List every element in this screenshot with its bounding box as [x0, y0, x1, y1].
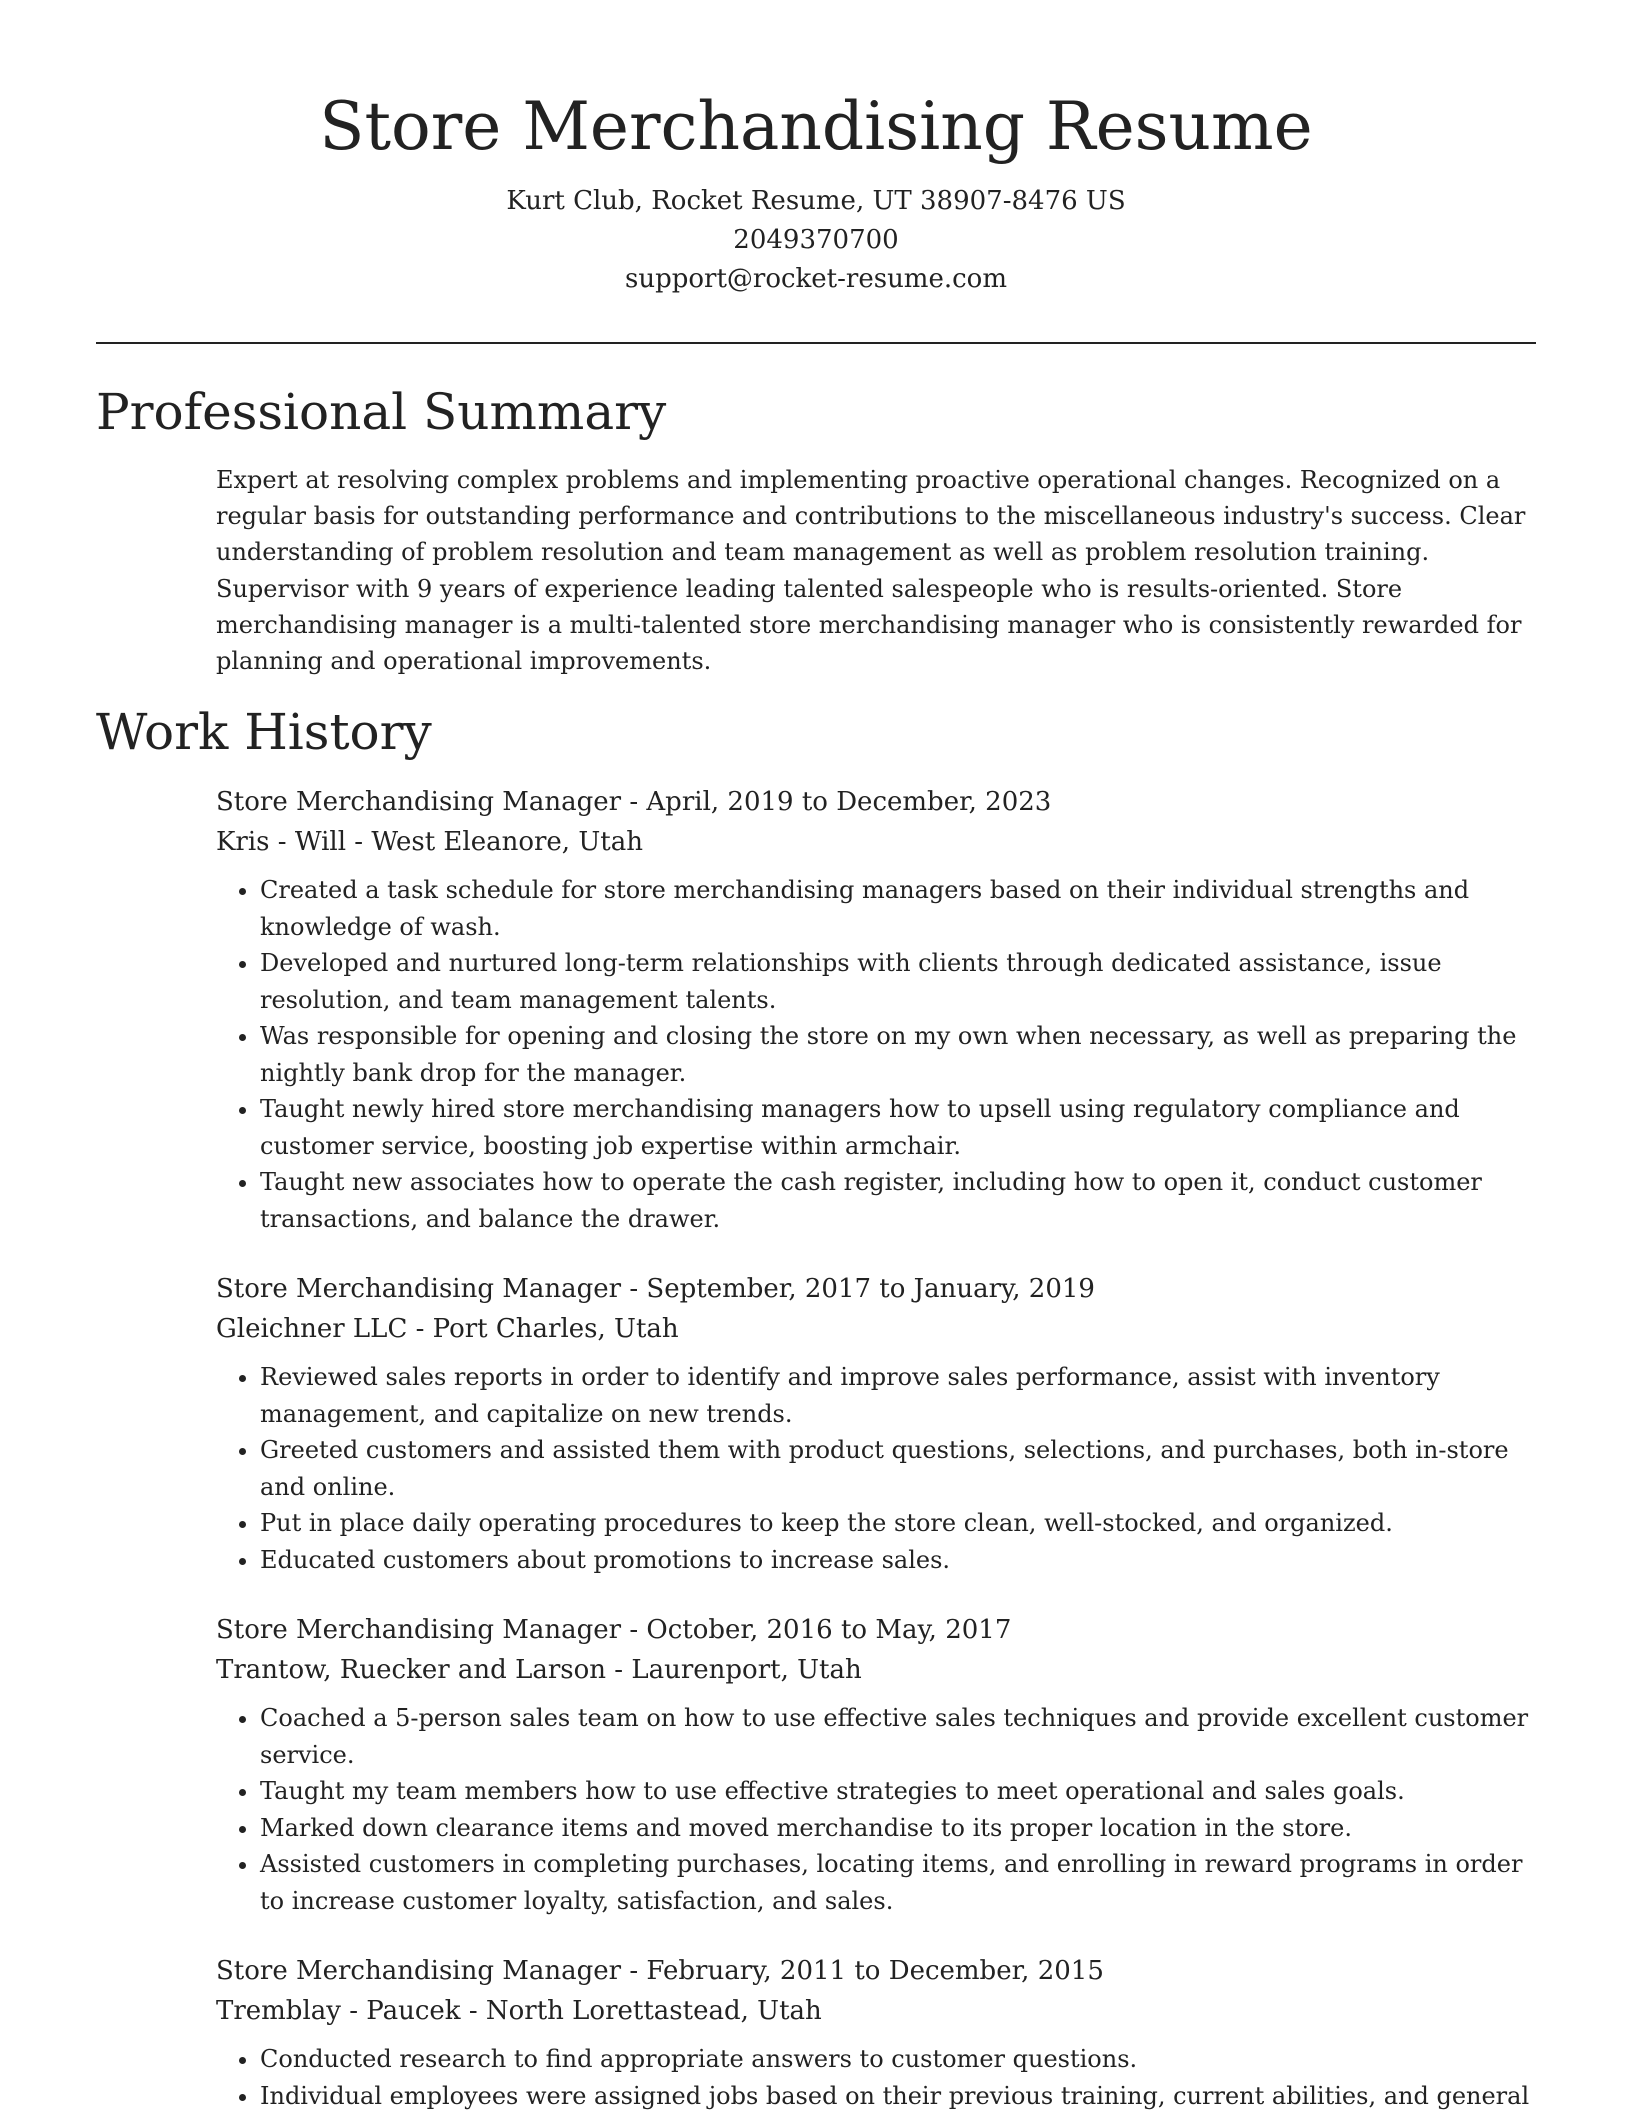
job-title: Store Merchandising Manager — [216, 787, 622, 817]
header-divider — [96, 342, 1536, 344]
job-location: - North Lorettastead, Utah — [460, 1996, 822, 2026]
contact-address: Kurt Club, Rocket Resume, UT 38907-8476 US — [506, 186, 1126, 216]
job-bullet: • Marked down clearance items and moved merchandise to its proper location in the store. — [260, 1810, 1536, 1847]
job-bullet: • Coached a 5-person sales team on how to use effective sales techniques and provide excellent customer service. — [260, 1700, 1536, 1773]
job-entry — [216, 1610, 1536, 1919]
summary-text: Expert at resolving complex problems and implementing proactive operational changes. Recognized on a regular basis for outstanding performance and contributions to the miscellaneous industry's success. Clear understanding of problem resolution and team management as well as problem resolution training. Supervisor with 9 years of experience leading talented salespeople who is results-oriented. Store merchandising manager is a multi-talented store merchandising manager who is consistently rewarded for planning and operational improvements. — [216, 466, 1526, 676]
job-title-line — [216, 782, 1536, 822]
section-heading-summary: Professional Summary — [96, 383, 667, 441]
contact-email: support@rocket-resume.com — [624, 264, 1007, 294]
contact-block — [0, 182, 1632, 299]
job-title-line — [216, 1951, 1536, 1991]
job-bullets — [216, 1359, 1536, 1578]
job-bullet: • Was responsible for opening and closing the store on my own when necessary, as well as preparing the nightly bank drop for the manager. — [260, 1018, 1536, 1091]
job-company-line — [216, 822, 1536, 862]
job-dates: - October, 2016 to May, 2017 — [621, 1615, 1012, 1645]
job-entry — [216, 1269, 1536, 1578]
job-company: Gleichner LLC — [216, 1314, 408, 1344]
job-bullet: • Educated customers about promotions to increase sales. — [260, 1542, 1536, 1579]
job-dates: - February, 2011 to December, 2015 — [621, 1956, 1104, 1986]
job-entry — [216, 1951, 1536, 2112]
job-bullet: • Greeted customers and assisted them with product questions, selections, and purchases, both in-store and online. — [260, 1432, 1536, 1505]
work-history-list — [216, 782, 1536, 2112]
job-bullet: • Taught newly hired store merchandising managers how to upsell using regulatory compliance and customer service, boosting job expertise within armchair. — [260, 1091, 1536, 1164]
job-bullet: • Developed and nurtured long-term relationships with clients through dedicated assistance, issue resolution, and team management talents. — [260, 945, 1536, 1018]
job-location: - Laurenport, Utah — [606, 1655, 862, 1685]
job-bullet: • Created a task schedule for store merchandising managers based on their individual strengths and knowledge of wash. — [260, 872, 1536, 945]
job-company-line — [216, 1309, 1536, 1349]
job-bullets — [216, 872, 1536, 1237]
job-dates: - April, 2019 to December, 2023 — [621, 787, 1052, 817]
job-title: Store Merchandising Manager — [216, 1615, 622, 1645]
job-company-line — [216, 1650, 1536, 1690]
job-bullet: • Put in place daily operating procedures to keep the store clean, well-stocked, and organized. — [260, 1505, 1536, 1542]
job-location: - West Eleanore, Utah — [346, 827, 643, 857]
job-company: Trantow, Ruecker and Larson — [216, 1655, 607, 1685]
job-bullet: • Taught new associates how to operate the cash register, including how to open it, conduct customer transactions, and balance the drawer. — [260, 1164, 1536, 1237]
section-heading-work-history: Work History — [96, 703, 432, 761]
job-company: Tremblay - Paucek — [216, 1996, 461, 2026]
job-location: - Port Charles, Utah — [407, 1314, 679, 1344]
job-entry — [216, 782, 1536, 1237]
job-bullet: • Individual employees were assigned jobs based on their previous training, current abilities, and general — [260, 2078, 1536, 2112]
contact-phone: 2049370700 — [733, 225, 899, 255]
job-title: Store Merchandising Manager — [216, 1274, 622, 1304]
job-bullet: • Taught my team members how to use effective strategies to meet operational and sales goals. — [260, 1773, 1536, 1810]
resume-header — [0, 0, 1632, 299]
job-bullet: • Reviewed sales reports in order to identify and improve sales performance, assist with inventory management, and capitalize on new trends. — [260, 1359, 1536, 1432]
document-title: Store Merchandising Resume — [319, 88, 1313, 165]
job-title: Store Merchandising Manager — [216, 1956, 622, 1986]
job-bullet: • Conducted research to find appropriate answers to customer questions. — [260, 2041, 1536, 2078]
job-title-line — [216, 1269, 1536, 1309]
job-bullets — [216, 2041, 1536, 2112]
job-company: Kris - Will — [216, 827, 347, 857]
job-bullet: • Assisted customers in completing purchases, locating items, and enrolling in reward programs in order to increase customer loyalty, satisfaction, and sales. — [260, 1846, 1536, 1919]
job-company-line — [216, 1991, 1536, 2031]
job-bullets — [216, 1700, 1536, 1919]
job-dates: - September, 2017 to January, 2019 — [621, 1274, 1095, 1304]
job-title-line — [216, 1610, 1536, 1650]
